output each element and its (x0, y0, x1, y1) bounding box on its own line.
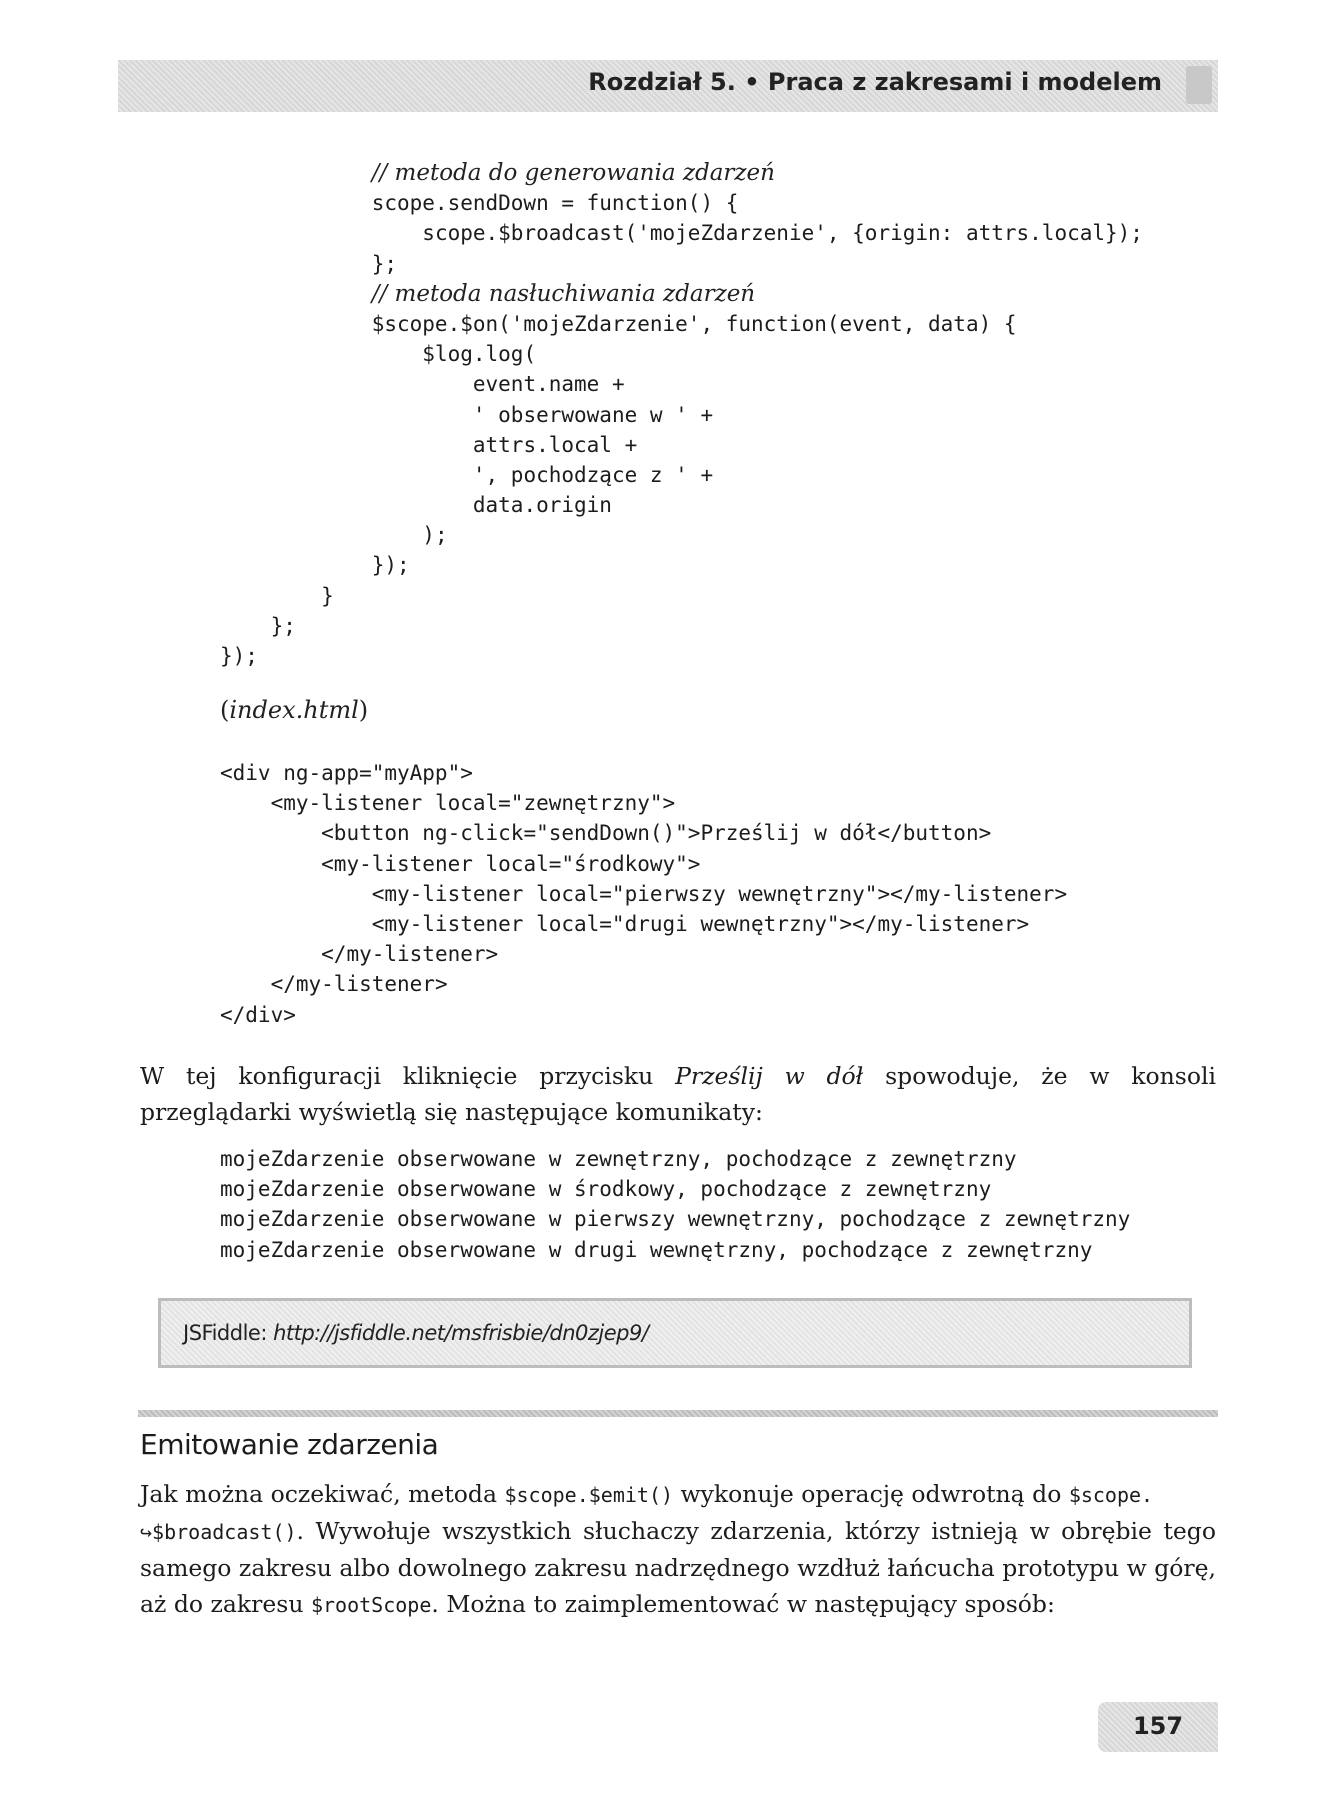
code-text: $log.log( (422, 342, 537, 367)
code-text: ', pochodzące z ' + (472, 462, 714, 487)
js-code-line (220, 611, 1143, 641)
code-text: <my-listener local="drugi wewnętrzny"></my-listener> (371, 911, 1030, 936)
code-text: scope.$broadcast('mojeZdarzenie', {origin: attrs.local}); (422, 221, 1143, 246)
js-code-line (220, 490, 1143, 520)
page-number: 157 (1132, 1712, 1184, 1740)
code-text: <my-listener local="środkowy"> (321, 851, 701, 876)
code-indent (220, 821, 321, 845)
code-indent (220, 342, 422, 366)
js-code-line (220, 249, 1143, 279)
code-text: </my-listener> (270, 972, 448, 997)
code-indent (220, 972, 271, 996)
code-text: data.origin (472, 493, 612, 518)
html-code-line (220, 879, 1067, 909)
code-text: }); (220, 644, 258, 668)
code-indent (220, 882, 372, 906)
running-header (118, 60, 1218, 112)
code-indent (220, 523, 422, 547)
js-code-line (220, 279, 1143, 309)
code-scope: $scope. (1068, 1483, 1154, 1507)
code-broadcast: ↪$broadcast() (140, 1520, 297, 1544)
js-code-line (220, 369, 1143, 399)
js-code-line (220, 550, 1143, 580)
code-indent (220, 493, 473, 517)
para2-text-2: wykonuje operację odwrotną do (673, 1480, 1069, 1508)
code-indent (220, 553, 372, 577)
button-name-reference: Prześlij w dół (675, 1062, 864, 1090)
para1-before: W tej konfiguracji kliknięcie przycisku (140, 1062, 676, 1090)
section-heading: Emitowanie zdarzenia (140, 1428, 439, 1461)
page-number-tab (1098, 1702, 1218, 1752)
code-text: }; (371, 251, 398, 276)
code-text: <div ng-app="myApp"> (220, 761, 473, 785)
js-code-line (220, 309, 1143, 339)
js-code-line (220, 188, 1143, 218)
js-code-line (220, 520, 1143, 550)
console-line: mojeZdarzenie obserwowane w środkowy, pochodzące z zewnętrzny (220, 1177, 992, 1202)
paragraph-console-intro (140, 1058, 1216, 1130)
html-code-line (220, 758, 1067, 788)
console-output-block (220, 1144, 1130, 1265)
jsfiddle-box (158, 1298, 1192, 1368)
html-code-line (220, 909, 1067, 939)
code-text: $scope.$on('mojeZdarzenie', function(event, data) { (371, 311, 1017, 336)
code-indent (220, 403, 473, 427)
code-text: ' obserwowane w ' + (472, 402, 714, 427)
js-code-line (220, 581, 1143, 611)
html-code-line (220, 969, 1067, 999)
code-indent (220, 312, 372, 336)
js-code-line (220, 218, 1143, 248)
code-scope-emit: $scope.$emit() (504, 1483, 674, 1507)
code-indent (220, 221, 422, 245)
code-comment: // metoda nasłuchiwania zdarzeń (371, 280, 756, 307)
para2-text-1: Jak można oczekiwać, metoda (140, 1480, 505, 1508)
js-code-line (220, 339, 1143, 369)
code-text: <my-listener local="pierwszy wewnętrzny"></my-listener> (371, 881, 1068, 906)
chapter-title: Rozdział 5. • Praca z zakresami i modelem (588, 68, 1162, 96)
code-indent (220, 463, 473, 487)
code-block-html (220, 758, 1067, 1030)
js-code-line (220, 460, 1143, 490)
code-text: attrs.local + (472, 432, 638, 457)
code-indent (220, 252, 372, 276)
code-text: ); (422, 523, 448, 548)
js-code-line (220, 158, 1143, 188)
para2-text-3: . Wywołuje wszystkich słuchaczy zdarzenia, którzy istnieją w obrębie tego samego zakresu albo dowolnego zakresu nadrzędnego wzdłuż łańcucha prototypu w górę, aż do zakresu (140, 1517, 1216, 1618)
html-code-line (220, 818, 1067, 848)
code-text: </div> (220, 1002, 296, 1027)
code-text: } (321, 583, 334, 608)
console-line: mojeZdarzenie obserwowane w drugi wewnętrzny, pochodzące z zewnętrzny (220, 1237, 1093, 1262)
code-text: }; (270, 613, 296, 638)
code-indent (220, 852, 321, 876)
code-text: scope.sendDown = function() { (371, 191, 739, 216)
code-text: event.name + (472, 372, 625, 397)
html-code-line (220, 849, 1067, 879)
code-indent (220, 942, 321, 966)
js-code-line (220, 430, 1143, 460)
para2-text-4: . Można to zaimplementować w następujący sposób: (431, 1590, 1055, 1618)
js-code-line (220, 641, 1143, 671)
code-rootscope: $rootScope (310, 1593, 432, 1617)
jsfiddle-link[interactable]: http://jsfiddle.net/msfrisbie/dn0zjep9/ (273, 1321, 649, 1345)
code-indent (220, 282, 372, 306)
code-indent (220, 584, 321, 608)
code-indent (220, 614, 271, 638)
code-indent (220, 433, 473, 457)
code-indent (220, 912, 372, 936)
html-code-line (220, 788, 1067, 818)
code-indent (220, 161, 372, 185)
jsfiddle-text (183, 1321, 648, 1345)
jsfiddle-label: JSFiddle: (183, 1321, 274, 1345)
code-comment: // metoda do generowania zdarzeń (371, 160, 775, 186)
file-label: (index.html) (220, 696, 369, 724)
html-code-line (220, 939, 1067, 969)
code-text: </my-listener> (321, 942, 499, 967)
code-text: <my-listener local="zewnętrzny"> (270, 791, 676, 816)
js-code-line (220, 400, 1143, 430)
code-block-javascript (220, 158, 1143, 671)
section-divider (138, 1410, 1218, 1417)
console-line: mojeZdarzenie obserwowane w pierwszy wewnętrzny, pochodzące z zewnętrzny (220, 1207, 1131, 1232)
console-line: mojeZdarzenie obserwowane w zewnętrzny, pochodzące z zewnętrzny (220, 1147, 1017, 1171)
code-text: <button ng-click="sendDown()">Prześlij w dół</button> (321, 821, 992, 846)
header-tab-marker (1186, 66, 1212, 104)
file-label-name: index.html (229, 696, 359, 724)
html-code-line (220, 1000, 1067, 1030)
code-indent (220, 791, 271, 815)
code-indent (220, 372, 473, 396)
paragraph-emit (140, 1476, 1216, 1623)
para1-after: spowoduje, że w konsoli przeglądarki wyświetlą się następujące komunikaty: (140, 1062, 1217, 1126)
code-indent (220, 191, 372, 215)
code-text: }); (371, 553, 410, 578)
